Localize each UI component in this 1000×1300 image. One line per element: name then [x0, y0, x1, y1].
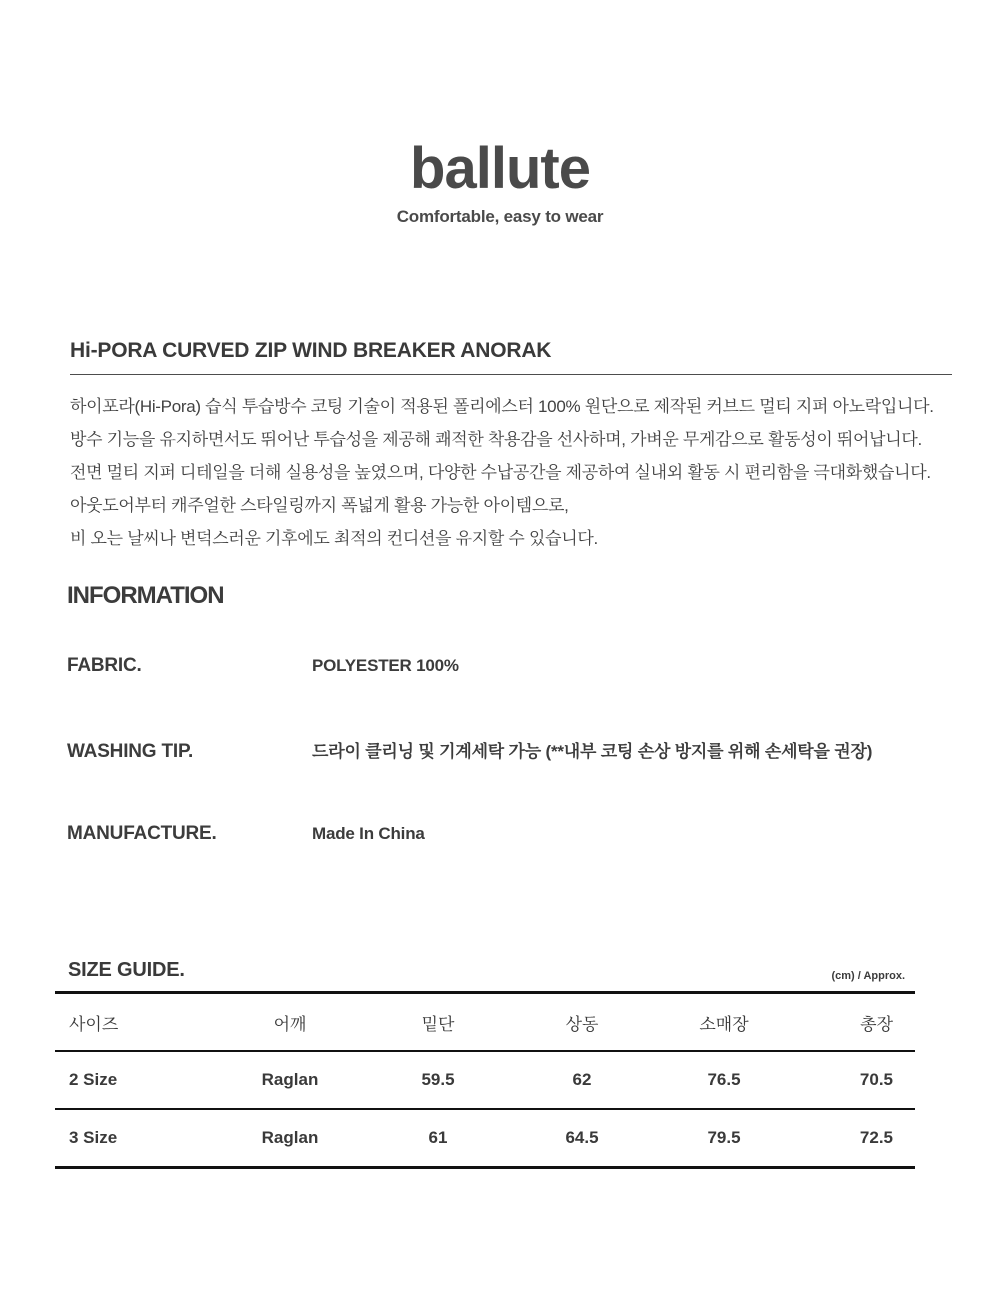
information-section — [67, 582, 1000, 845]
cell-sleeve-length: 79.5 — [707, 1128, 741, 1147]
info-value-fabric: POLYESTER 100% — [312, 656, 459, 675]
cell-shoulder: Raglan — [261, 1128, 319, 1147]
size-guide-unit-note: (cm) / Approx. — [831, 970, 905, 982]
brand-logo: ballute — [410, 136, 590, 201]
size-guide-table — [55, 991, 915, 1169]
size-guide-section — [0, 959, 1000, 1169]
product-title-section — [70, 339, 952, 375]
description-line: 비 오는 날씨나 변덕스러운 기후에도 최적의 컨디션을 유지할 수 있습니다. — [70, 529, 598, 548]
info-label-washing-tip: WASHING TIP. — [67, 741, 194, 762]
cell-sleeve-length: 76.5 — [652, 1051, 796, 1109]
description-line: 하이포라(Hi-Pora) 습식 투습방수 코팅 기술이 적용된 폴리에스터 100% 원단으로 제작된 커브드 멀티 지퍼 아노락입니다. — [70, 397, 934, 416]
cell-chest: 64.5 — [565, 1128, 599, 1147]
table-row-size-2 — [55, 1051, 915, 1109]
cell-chest: 62 — [512, 1051, 652, 1109]
brand-tagline: Comfortable, easy to wear — [396, 207, 604, 226]
size-guide-header — [68, 959, 905, 982]
col-header-total-length: 총장 — [796, 993, 915, 1052]
info-label-manufacture: MANUFACTURE. — [67, 823, 217, 844]
cell-hem: 61 — [428, 1128, 448, 1147]
cell-hem: 59.5 — [364, 1051, 512, 1109]
col-header-sleeve-length: 소매장 — [652, 993, 796, 1052]
info-row-washing-tip — [67, 737, 1000, 763]
col-header-size: 사이즈 — [55, 993, 216, 1052]
brand-header — [0, 0, 1000, 227]
col-header-chest: 상동 — [512, 993, 652, 1052]
info-value-washing-tip: 드라이 클리닝 및 기계세탁 가능 (**내부 코팅 손상 방지를 위해 손세탁을 권장) — [312, 742, 873, 761]
col-header-hem: 밑단 — [364, 993, 512, 1052]
size-guide-heading: SIZE GUIDE. — [68, 959, 185, 981]
description-line: 전면 멀티 지퍼 디테일을 더해 실용성을 높였으며, 다양한 수납공간을 제공하여 실내외 활동 시 편리함을 극대화했습니다. — [70, 463, 931, 482]
product-detail-content — [0, 339, 1000, 1169]
cell-total-length: 72.5 — [859, 1128, 893, 1147]
info-value-manufacture: Made In China — [312, 824, 425, 843]
description-line: 아웃도어부터 캐주얼한 스타일링까지 폭넓게 활용 가능한 아이템으로, — [70, 496, 569, 515]
cell-total-length: 70.5 — [796, 1051, 915, 1109]
info-row-manufacture — [67, 823, 1000, 845]
cell-size: 3 Size — [69, 1128, 118, 1147]
product-description — [70, 390, 1000, 555]
table-row-size-3 — [55, 1109, 915, 1168]
col-header-shoulder: 어깨 — [216, 993, 364, 1052]
size-guide-header-row — [55, 993, 915, 1052]
info-label-fabric: FABRIC. — [67, 655, 142, 676]
description-line: 방수 기능을 유지하면서도 뛰어난 투습성을 제공해 쾌적한 착용감을 선사하며, 가벼운 무게감으로 활동성이 뛰어납니다. — [70, 430, 922, 449]
cell-shoulder: Raglan — [216, 1051, 364, 1109]
cell-size: 2 Size — [55, 1051, 216, 1109]
product-title: Hi-PORA CURVED ZIP WIND BREAKER ANORAK — [70, 339, 952, 375]
info-row-fabric — [67, 655, 1000, 677]
information-heading: INFORMATION — [67, 582, 224, 609]
